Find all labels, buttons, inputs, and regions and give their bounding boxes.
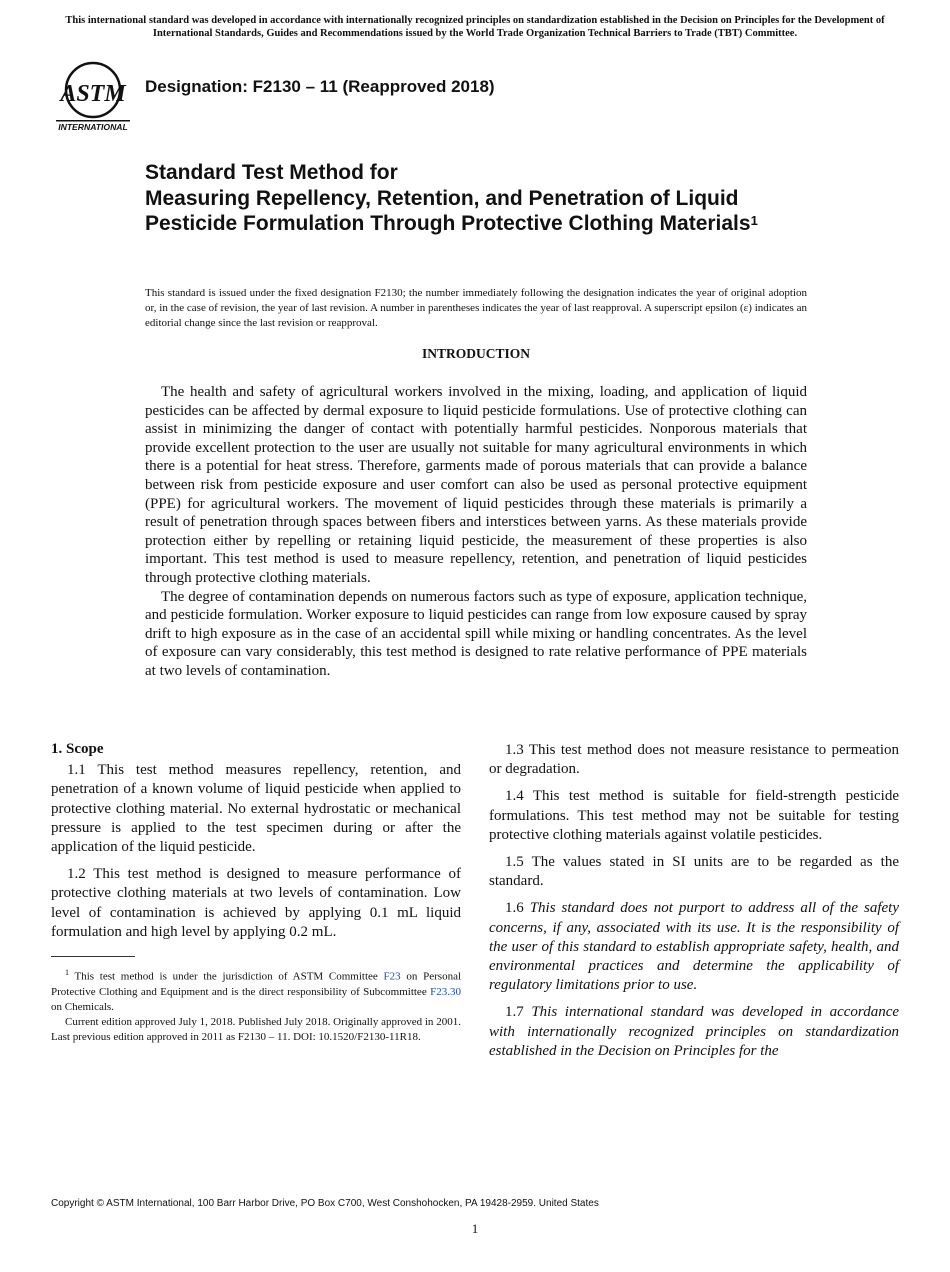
intro-paragraph-2: The degree of contamination depends on numerous factors such as type of exposure, application technique, and pesticide formulation. Worker exposure to liquid pesticides can range from low exposure caused by spray drift to high exposure as in the case of an accidental spill while mixing or handling concentrates. As the level of exposure can vary considerably, this test method is designed to rate relative performance of PPE materials at two levels of contamination. — [145, 588, 807, 679]
footnote-1-text-c: on Chemicals. — [51, 1000, 114, 1013]
section-1-7 — [489, 1003, 899, 1061]
title-line-1: Standard Test Method for — [145, 161, 398, 184]
tbt-banner: This international standard was developed in accordance with internationally recognized principles on standardization established in the Decision on Principles for the Development of International Standards, Guides and Recommendations issued by the World Trade Organization Technical Barriers to Trade (TBT) Committee. — [65, 15, 885, 39]
section-1-6 — [489, 899, 899, 995]
logo-word: INTERNATIONAL — [58, 122, 128, 132]
intro-paragraph-1: The health and safety of agricultural workers involved in the mixing, loading, and application of liquid pesticides can be affected by dermal exposure to liquid pesticide formulations. Use of protective clothing can assist in minimizing the danger of contact with potentially harmful pesticides. Nonporous materials that provide excellent protection to the user are usually not suitable for many agricultural environments in which there is a potential for heat stress. Therefore, garments made of porous materials that can provide a balance between risk from pesticide exposure and user comfort can also be used as personal protective equipment (PPE) for agricultural workers. The movement of liquid pesticides through these materials is primarily a result of penetration through spaces between fibers and interstices between yarns. As these materials provide protection either by repelling or retaining liquid pesticide, the measurement of these properties is also important. This test method is used to measure repellency, retention, and penetration of liquid pesticides through protective clothing materials. — [145, 384, 807, 586]
footnote-2: Current edition approved July 1, 2018. Published July 2018. Originally approved in 2001. Last previous edition approved in 2011 as F2130 – 11. DOI: 10.1520/F2130-11R18. — [51, 1015, 461, 1043]
section-1-3: 1.3 This test method does not measure resistance to permeation or degradation. — [489, 742, 899, 778]
right-column — [489, 741, 899, 1069]
footnote-1-text-a: This test method is under the jurisdiction of ASTM Committee — [74, 970, 378, 983]
title-footnote-ref: 1 — [750, 213, 758, 228]
section-1-4: 1.4 This test method is suitable for field-strength pesticide formulations. This test method may not be suitable for testing protective clothing materials against volatile pesticides. — [489, 788, 899, 843]
footnote-1 — [51, 965, 461, 1015]
footnotes — [51, 965, 461, 1045]
scope-heading: 1. Scope — [51, 741, 104, 757]
committee-f23-link[interactable]: F23 — [383, 970, 401, 983]
standard-note: This standard is issued under the fixed designation F2130; the number immediately following the designation indicates the year of original adoption or, in the case of revision, the year of last revision. A number in parentheses indicates the year of last reapproval. A superscript epsilon (ε) indicates an editorial change since the last revision or reapproval. — [145, 287, 807, 329]
copyright-notice: Copyright © ASTM International, 100 Barr Harbor Drive, PO Box C700, West Conshohocken, PA 19428-2959. United States — [51, 1198, 599, 1209]
introduction-body — [145, 383, 807, 681]
section-1-2: 1.2 This test method is designed to measure performance of protective clothing materials at two levels of contamination. Low level of contamination is achieved by applying 0.1 mL liquid formulation and high level by applying 0.2 mL. — [51, 866, 461, 940]
title-line-2: Measuring Repellency, Retention, and Penetration of Liquid Pesticide Formulation Through Protective Clothing Materials — [145, 186, 751, 235]
left-column — [51, 740, 461, 1045]
section-1-6-text: This standard does not purport to address all of the safety concerns, if any, associated with its use. It is the responsibility of the user of this standard to establish appropriate safety, health, and environmental practices and determine the applicability of regulatory limitations prior to use. — [489, 900, 900, 994]
designation: Designation: F2130 – 11 (Reapproved 2018) — [145, 77, 495, 96]
footnote-divider — [51, 956, 135, 957]
section-1-7-number: 1.7 — [505, 1004, 524, 1021]
section-1-5: 1.5 The values stated in SI units are to be regarded as the standard. — [489, 854, 899, 890]
section-1-7-text: This international standard was developed in accordance with internationally recognized principles on standardization established in the Decision on Principles for the — [489, 1004, 900, 1059]
section-1-6-number: 1.6 — [505, 900, 524, 917]
astm-logo-icon — [52, 58, 134, 134]
logo-mark: ASTM — [60, 81, 126, 107]
footnote-1-mark: 1 — [65, 968, 69, 978]
page-number: 1 — [471, 1221, 479, 1236]
document-title — [145, 160, 825, 237]
section-1-1: 1.1 This test method measures repellency, retention, and penetration of a known volume of liquid pesticide when applied to protective clothing material. No external hydrostatic or mechanical pressure is applied to the test specimen during or after the application of the liquid pesticide. — [51, 762, 461, 856]
introduction-heading: INTRODUCTION — [421, 346, 530, 361]
footnote-1-text-b: on Personal Protective Clothing and Equipment and is the direct responsibility of Subcommittee — [51, 970, 462, 998]
subcommittee-f23-30-link[interactable]: F23.30 — [430, 985, 461, 998]
